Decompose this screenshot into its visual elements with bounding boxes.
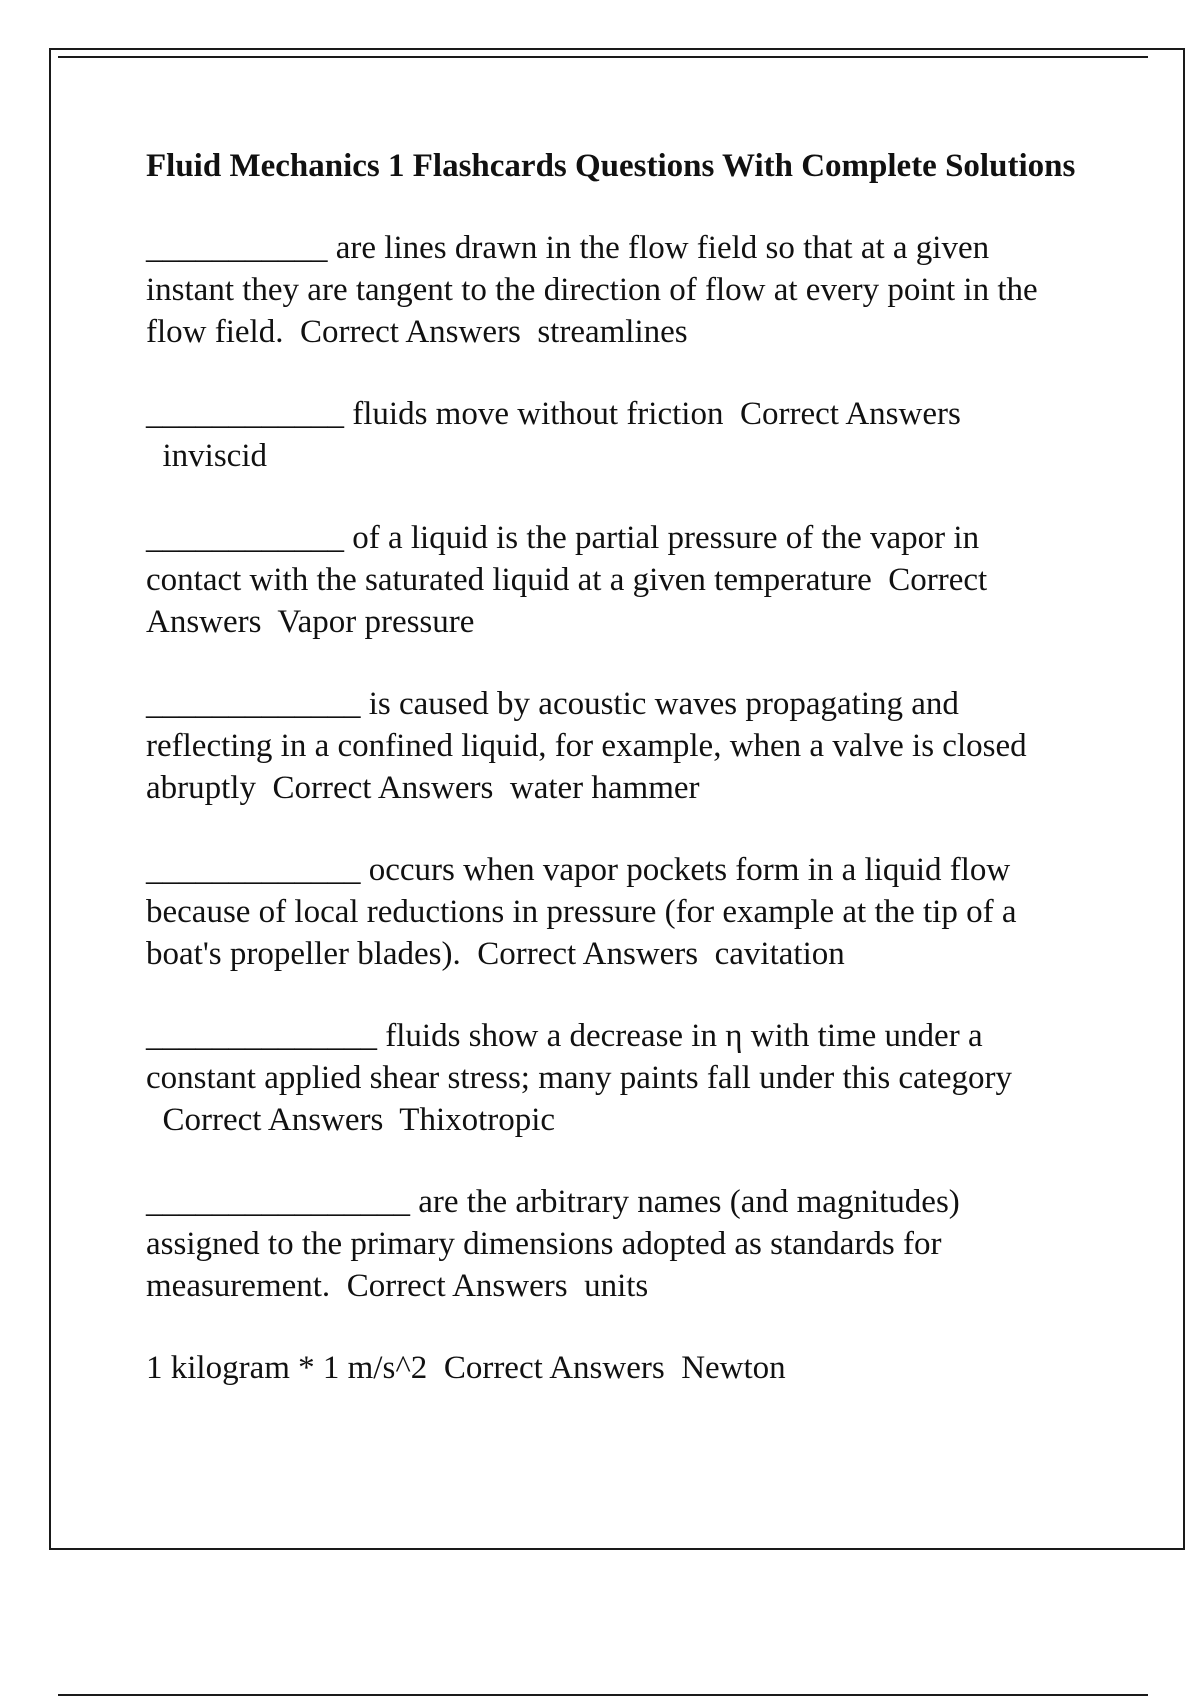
- flashcard-answer: water hammer: [509, 770, 700, 806]
- flashcard-item: [146, 683, 1076, 809]
- answer-label: Correct Answers: [346, 1268, 568, 1304]
- document-body: [146, 145, 1076, 1429]
- flashcard-answer: streamlines: [537, 314, 688, 350]
- flashcard-question: ___________ are lines drawn in the flow field so that at a given instant they are tangent to the direction of flow at every point in the flow field.: [146, 230, 1038, 350]
- answer-label: Correct Answers: [162, 1102, 384, 1138]
- answer-label: Correct Answers: [739, 396, 961, 432]
- flashcard-item: [146, 517, 1076, 643]
- flashcard-answer: units: [584, 1268, 649, 1304]
- flashcard-item: [146, 227, 1076, 353]
- answer-label: Correct Answers: [443, 1350, 665, 1386]
- flashcard-item: [146, 1181, 1076, 1307]
- answer-label: Correct Answers: [272, 770, 494, 806]
- flashcard-answer: Thixotropic: [399, 1102, 556, 1138]
- flashcard-answer: inviscid: [162, 438, 267, 474]
- flashcard-question: 1 kilogram * 1 m/s^2: [146, 1350, 428, 1386]
- flashcard-answer: Newton: [681, 1350, 786, 1386]
- answer-label: Correct Answers: [146, 562, 988, 640]
- flashcard-question: ______________ fluids show a decrease in η with time under a constant applied shear stress; many paints fall under this category: [146, 1018, 1013, 1096]
- answer-label: Correct Answers: [299, 314, 521, 350]
- flashcard-question: ____________ of a liquid is the partial pressure of the vapor in contact with the saturated liquid at a given temperature: [146, 520, 980, 598]
- top-rule: [58, 56, 1148, 58]
- flashcard-item: [146, 1347, 1076, 1389]
- flashcard-question: ____________ fluids move without friction: [146, 396, 724, 432]
- flashcard-question: _____________ occurs when vapor pockets form in a liquid flow because of local reductions in pressure (for example at the tip of a boat's propeller blades).: [146, 852, 1017, 972]
- flashcard-question: _____________ is caused by acoustic waves propagating and reflecting in a confined liquid, for example, when a valve is closed abruptly: [146, 686, 1027, 806]
- bottom-rule: [58, 1694, 1148, 1696]
- flashcard-question: ________________ are the arbitrary names (and magnitudes) assigned to the primary dimensions adopted as standards for measurement.: [146, 1184, 960, 1304]
- flashcard-item: [146, 393, 1076, 477]
- flashcard-item: [146, 1015, 1076, 1141]
- document-title: Fluid Mechanics 1 Flashcards Questions With Complete Solutions: [146, 148, 1076, 184]
- answer-label: Correct Answers: [477, 936, 699, 972]
- flashcard-item: [146, 849, 1076, 975]
- flashcard-answer: cavitation: [714, 936, 845, 972]
- flashcard-answer: Vapor pressure: [277, 604, 475, 640]
